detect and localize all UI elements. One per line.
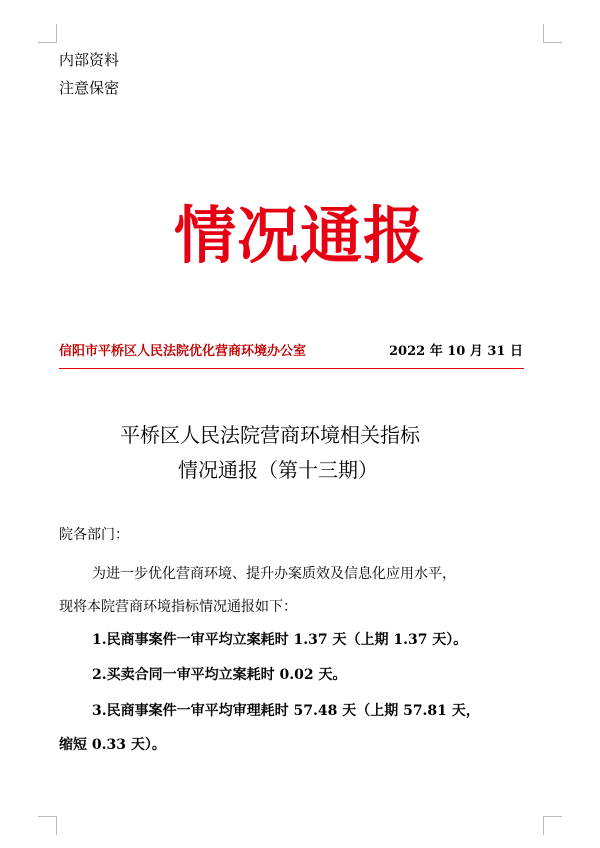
item-3-continued: 缩短 0.33 天）。 (59, 737, 166, 753)
crop-mark-top-right (543, 24, 562, 43)
title-line-2: 情况通报（第十三期） (178, 458, 378, 482)
issuer-org: 信阳市平桥区人民法院优化营商环境办公室 (59, 344, 307, 359)
masthead-title: 情况通报 (173, 199, 426, 272)
title-line-1: 平桥区人民法院营商环境相关指标 (120, 423, 420, 447)
confidential-label (59, 46, 119, 102)
salutation: 院各部门： (59, 527, 129, 543)
item-1: 1.民商事案件一审平均立案耗时 1.37 天（上期 1.37 天）。 (92, 632, 468, 648)
confidential-line-2: 注意保密 (59, 79, 120, 97)
crop-mark-top-left (38, 24, 57, 43)
intro-line-1: 为进一步优化营商环境、提升办案质效及信息化应用水平， (92, 566, 456, 582)
intro-line-2: 现将本院营商环境指标情况通报如下： (59, 599, 297, 615)
item-3: 3.民商事案件一审平均审理耗时 57.48 天（上期 57.81 天， (92, 703, 480, 719)
crop-mark-bottom-right (543, 816, 562, 835)
item-2: 2.买卖合同一审平均立案耗时 0.02 天。 (92, 667, 347, 683)
document-title (120, 418, 420, 488)
confidential-line-1: 内部资料 (59, 51, 120, 69)
crop-mark-bottom-left (38, 816, 57, 835)
issue-date: 2022 年 10 月 31 日 (389, 344, 523, 359)
red-separator-line (59, 368, 524, 369)
